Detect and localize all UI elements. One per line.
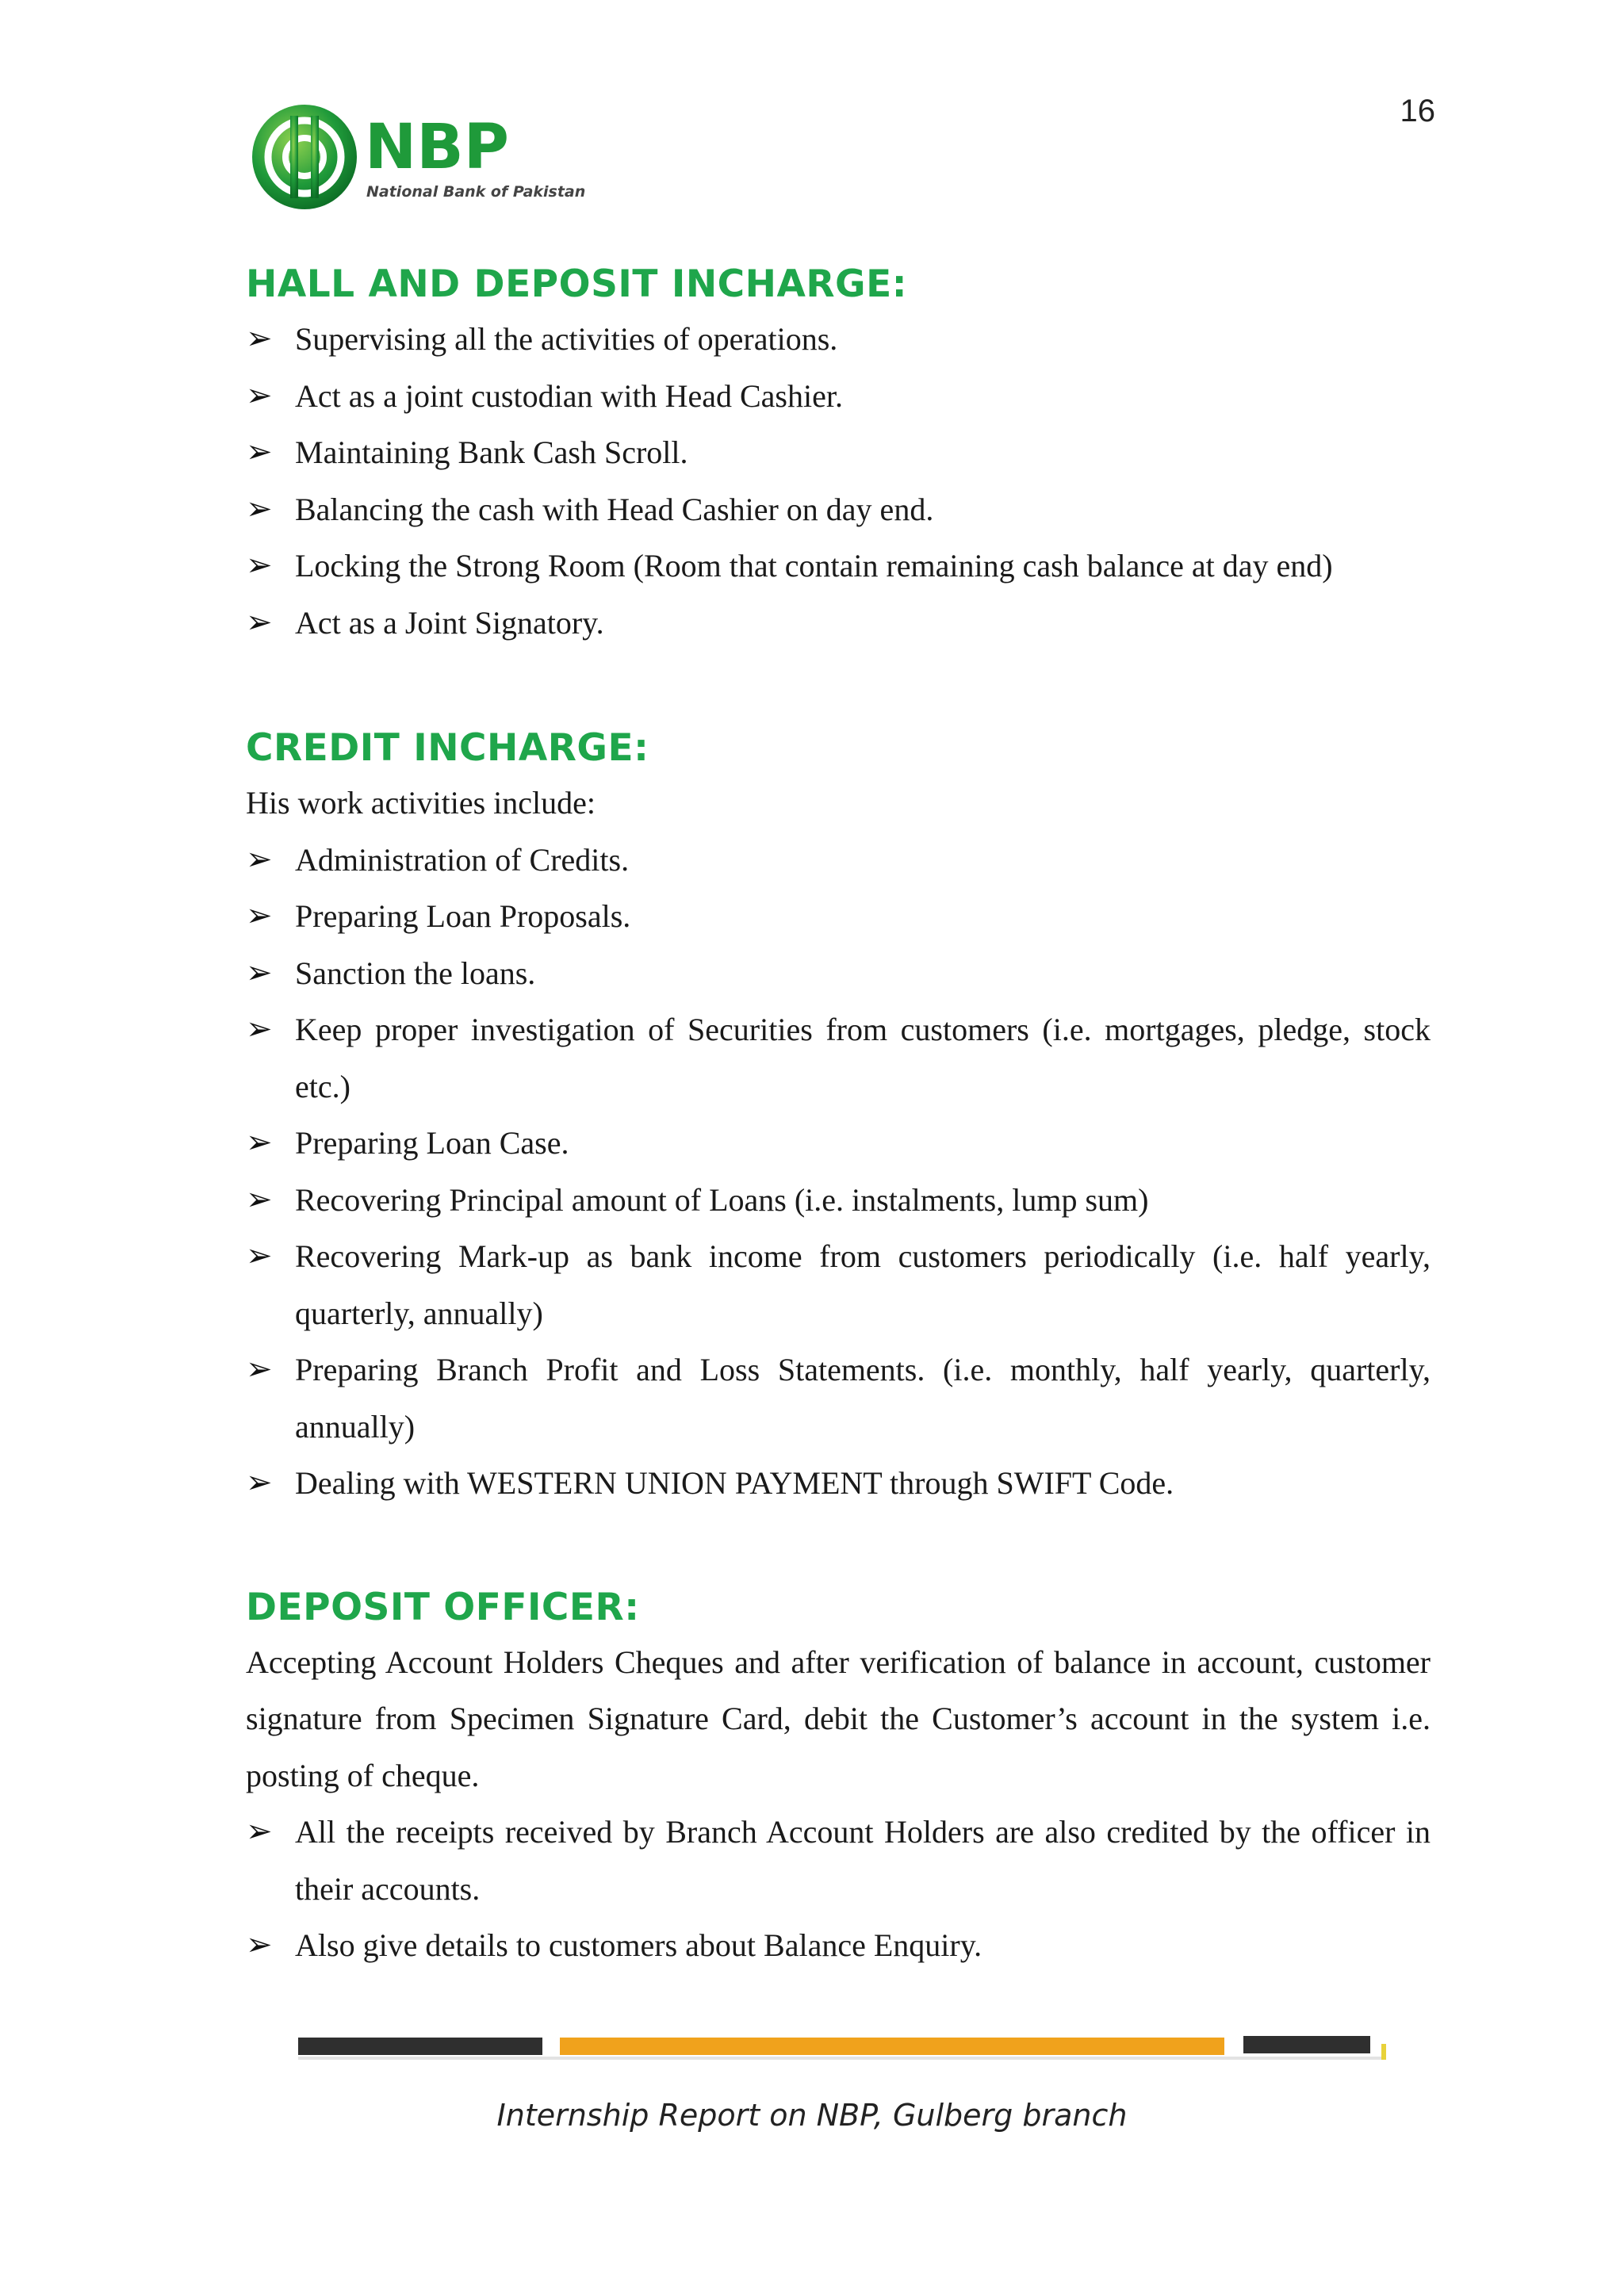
arrow-bullet-icon: ➢ [246,1351,273,1387]
list-item: ➢ Act as a joint custodian with Head Cashier. [246,368,1431,425]
deposit-officer-list [246,1804,1431,1974]
arrow-bullet-icon: ➢ [246,1927,273,1963]
arrow-bullet-icon: ➢ [246,897,273,934]
list-item: ➢ Administration of Credits. [246,832,1431,889]
list-item: ➢ Recovering Principal amount of Loans (i.e. instalments, lump sum) [246,1172,1431,1229]
main-content [246,258,1431,1974]
nbp-logo [247,100,612,219]
list-item: ➢ Preparing Branch Profit and Loss Statements. (i.e. monthly, half yearly, quarterly, annually) [246,1341,1431,1455]
list-item: ➢ Preparing Loan Proposals. [246,888,1431,945]
list-item: ➢ All the receipts received by Branch Account Holders are also credited by the officer in their accounts. [246,1804,1431,1917]
arrow-bullet-icon: ➢ [246,1813,273,1850]
hall-deposit-list [246,311,1431,651]
list-item: ➢ Dealing with WESTERN UNION PAYMENT through SWIFT Code. [246,1455,1431,1512]
section-title-deposit-officer: DEPOSIT OFFICER: [246,1585,640,1629]
list-item: ➢ Preparing Loan Case. [246,1115,1431,1172]
arrow-bullet-icon: ➢ [246,1124,273,1161]
arrow-bullet-icon: ➢ [246,490,273,527]
arrow-bullet-icon: ➢ [246,1011,273,1047]
logo-brand-text: NBP [365,112,509,183]
footer-decorative-bar [298,2033,1392,2068]
list-item: ➢ Supervising all the activities of operations. [246,311,1431,368]
arrow-bullet-icon: ➢ [246,377,273,414]
list-item: ➢ Act as a Joint Signatory. [246,595,1431,652]
list-item: ➢ Keep proper investigation of Securities from customers (i.e. mortgages, pledge, stock etc.) [246,1001,1431,1115]
arrow-bullet-icon: ➢ [246,1464,273,1501]
credit-intro: His work activities include: [246,785,596,821]
deposit-officer-intro: Accepting Account Holders Cheques and after verification of balance in account, customer signature from Specimen Signature Card, debit the Customer’s account in the system i.e. posting of cheque. [246,1644,1431,1793]
logo-subtitle-text: National Bank of Pakistan [366,183,586,201]
section-title-credit: CREDIT INCHARGE: [246,726,649,770]
arrow-bullet-icon: ➢ [246,547,273,584]
arrow-bullet-icon: ➢ [246,840,273,878]
arrow-bullet-icon: ➢ [246,1238,273,1274]
section-title-hall-deposit: HALL AND DEPOSIT INCHARGE: [246,262,908,306]
arrow-bullet-icon: ➢ [246,434,273,470]
arrow-bullet-icon: ➢ [246,603,273,641]
list-item: ➢ Locking the Strong Room (Room that contain remaining cash balance at day end) [246,538,1431,595]
list-item: ➢ Recovering Mark-up as bank income from customers periodically (i.e. half yearly, quarterly, annually) [246,1228,1431,1341]
arrow-bullet-icon: ➢ [246,1181,273,1218]
list-item: ➢ Maintaining Bank Cash Scroll. [246,424,1431,481]
credit-list [246,832,1431,1512]
footer-text: Internship Report on NBP, Gulberg branch [496,2098,1128,2133]
list-item: ➢ Also give details to customers about Balance Enquiry. [246,1917,1431,1974]
list-item: ➢ Balancing the cash with Head Cashier on day end. [246,481,1431,538]
page-number: 16 [1400,94,1435,128]
list-item: ➢ Sanction the loans. [246,945,1431,1002]
arrow-bullet-icon: ➢ [246,954,273,991]
arrow-bullet-icon: ➢ [246,320,273,357]
